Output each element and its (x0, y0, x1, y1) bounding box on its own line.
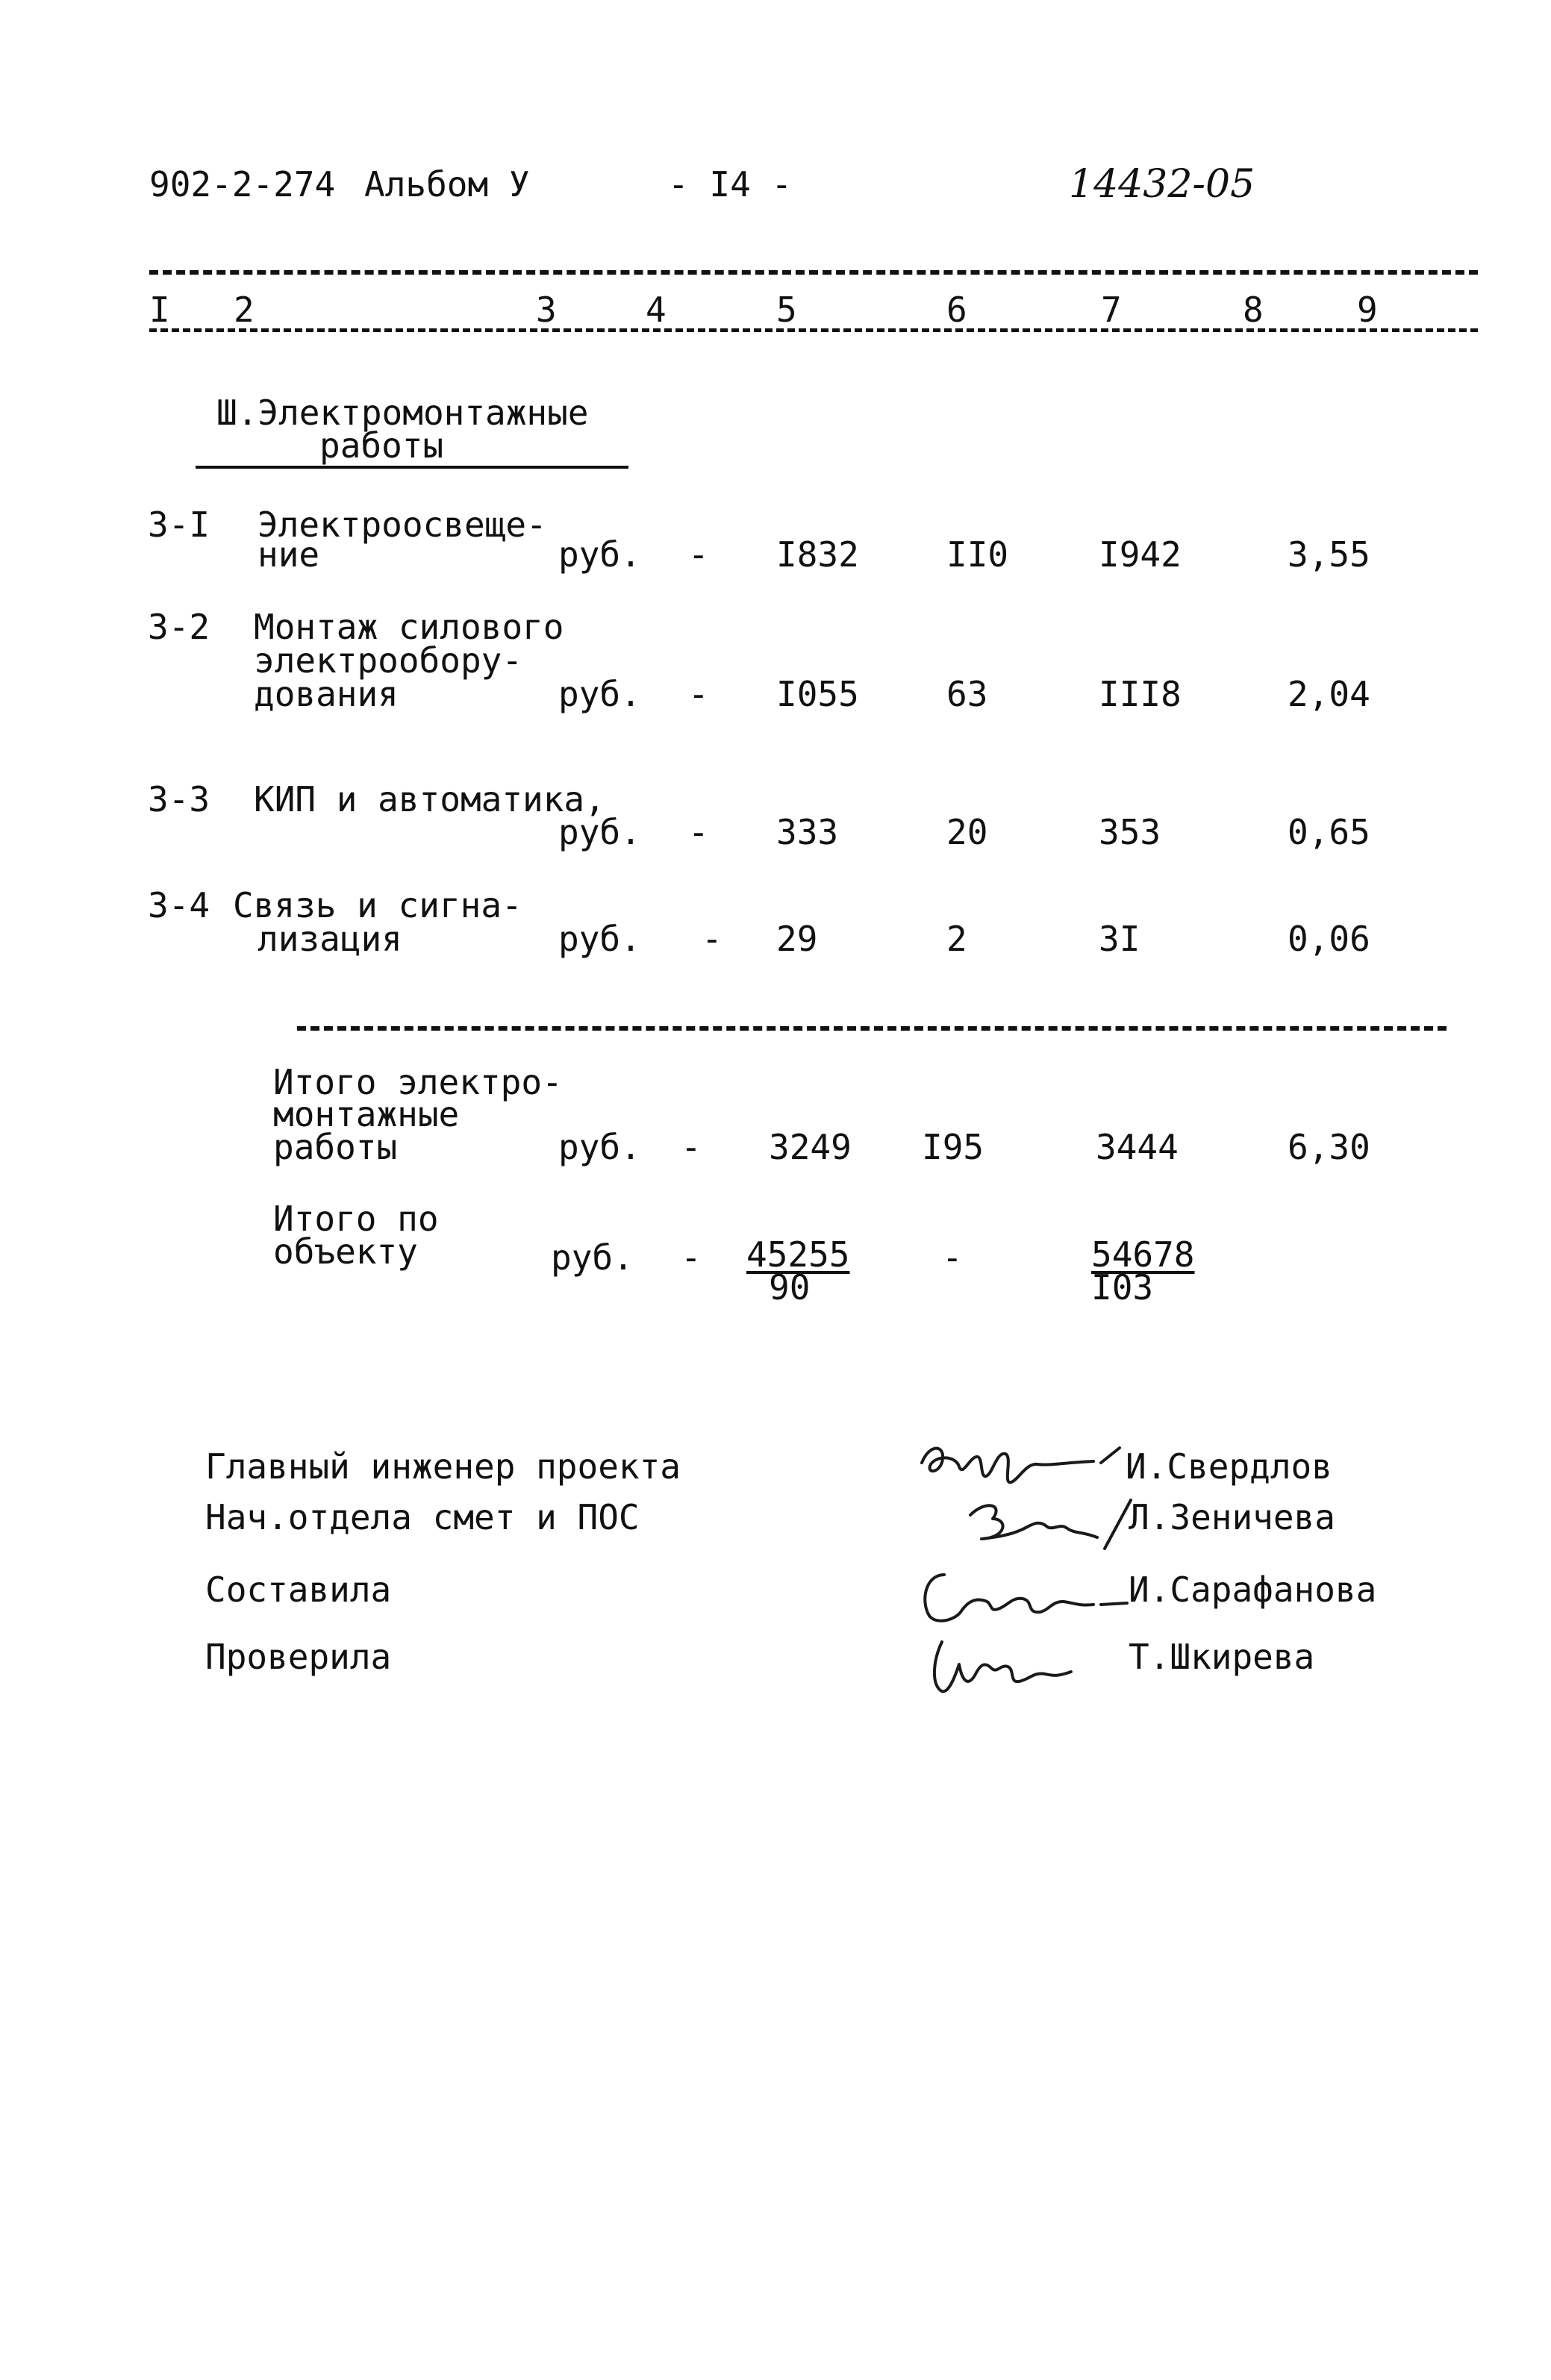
column-number-9: 9 (1357, 290, 1378, 330)
row-number: 3-2 (148, 607, 210, 647)
header-dashed-rule (149, 270, 1478, 275)
column-number-6: 6 (946, 290, 967, 330)
total-col6: I95 (922, 1127, 984, 1167)
document-code: 902-2-274 (149, 164, 336, 204)
handwritten-signature-3 (914, 1560, 1131, 1631)
row-unit: руб. (558, 674, 641, 714)
page-number: - I4 - (668, 164, 793, 204)
column-numbers-dashed-underline (149, 328, 1478, 332)
row-col4: - (688, 674, 709, 714)
row-name: ние (258, 534, 320, 575)
total-name: работы (273, 1127, 398, 1167)
total-col4: - (681, 1237, 702, 1278)
column-number-5: 5 (776, 290, 797, 330)
section-title-underline (196, 466, 628, 469)
row-name: КИП и автоматика, (254, 779, 605, 819)
row-col6: II0 (946, 534, 1009, 575)
total-name: монтажные (273, 1094, 460, 1134)
section-title: Ш.Электромонтажные (216, 393, 589, 433)
row-col6: 2 (946, 919, 967, 959)
total-col7: 3444 (1096, 1127, 1179, 1167)
row-number: 3-3 (148, 779, 210, 819)
row-col9: 2,04 (1288, 674, 1370, 714)
handwritten-signature-4 (926, 1631, 1075, 1698)
handwritten-signature-2 (963, 1493, 1135, 1560)
column-number-7: 7 (1101, 290, 1122, 330)
row-col4: - (688, 812, 709, 852)
total-col9: 6,30 (1288, 1127, 1370, 1167)
row-name: Электроосвеще- (258, 505, 547, 545)
row-col6: 20 (946, 812, 988, 852)
total-unit: руб. (558, 1127, 641, 1167)
row-number: 3-I (148, 505, 210, 545)
totals-dashed-rule (297, 1026, 1447, 1031)
row-name: дования (254, 674, 399, 714)
total-col5: 3249 (769, 1127, 852, 1167)
row-unit: руб. (558, 919, 641, 959)
total-col4: - (681, 1127, 702, 1167)
row-name: электрообору- (254, 640, 523, 681)
total-col7-denominator: I03 (1091, 1267, 1154, 1308)
column-number-3: 3 (536, 290, 557, 330)
signature-role: Главный инженер проекта (205, 1446, 681, 1487)
row-col5: I055 (776, 674, 859, 714)
signature-role: Составила (205, 1570, 392, 1610)
row-col5: 29 (776, 919, 818, 959)
column-number-8: 8 (1243, 290, 1264, 330)
handwritten-signature-1 (914, 1433, 1123, 1493)
total-col5-denominator: 90 (769, 1267, 811, 1308)
row-col5: 333 (776, 812, 839, 852)
row-name: лизация (258, 919, 402, 959)
signature-name: И.Сарафанова (1129, 1570, 1377, 1610)
row-col4: - (702, 919, 723, 959)
row-name: Связь и сигна- (233, 885, 522, 925)
row-col7: III8 (1099, 674, 1182, 714)
total-name: Итого по (273, 1199, 439, 1239)
column-number-4: 4 (646, 290, 667, 330)
row-unit: руб. (558, 812, 641, 852)
signature-name: Т.Шкирева (1129, 1637, 1315, 1677)
row-col9: 0,65 (1288, 812, 1370, 852)
row-col9: 3,55 (1288, 534, 1370, 575)
row-col7: 353 (1099, 812, 1161, 852)
total-name: объекту (273, 1231, 418, 1272)
row-col4: - (688, 534, 709, 575)
column-number-1: I (149, 290, 170, 330)
total-name: Итого электро- (273, 1062, 563, 1102)
signature-name: И.Свердлов (1126, 1446, 1332, 1487)
total-col5-numerator: 45255 (746, 1234, 850, 1275)
album-label: Альбом У (364, 164, 530, 204)
row-unit: руб. (558, 534, 641, 575)
row-col7: 3I (1099, 919, 1140, 959)
handwritten-number: 14432-05 (1069, 162, 1255, 207)
total-unit: руб. (551, 1237, 634, 1278)
section-title-line2: работы (319, 425, 444, 466)
signature-role: Проверила (205, 1637, 392, 1677)
row-col5: I832 (776, 534, 859, 575)
row-col7: I942 (1099, 534, 1182, 575)
row-number: 3-4 (148, 885, 210, 925)
row-col6: 63 (946, 674, 988, 714)
total-col7-numerator: 54678 (1091, 1234, 1195, 1275)
total-col6: - (942, 1237, 963, 1278)
column-number-2: 2 (234, 290, 255, 330)
signature-name: Л.Зеничева (1129, 1497, 1335, 1537)
row-col9: 0,06 (1288, 919, 1370, 959)
row-name: Монтаж силового (254, 607, 564, 647)
signature-role: Нач.отдела смет и ПОС (205, 1497, 640, 1537)
